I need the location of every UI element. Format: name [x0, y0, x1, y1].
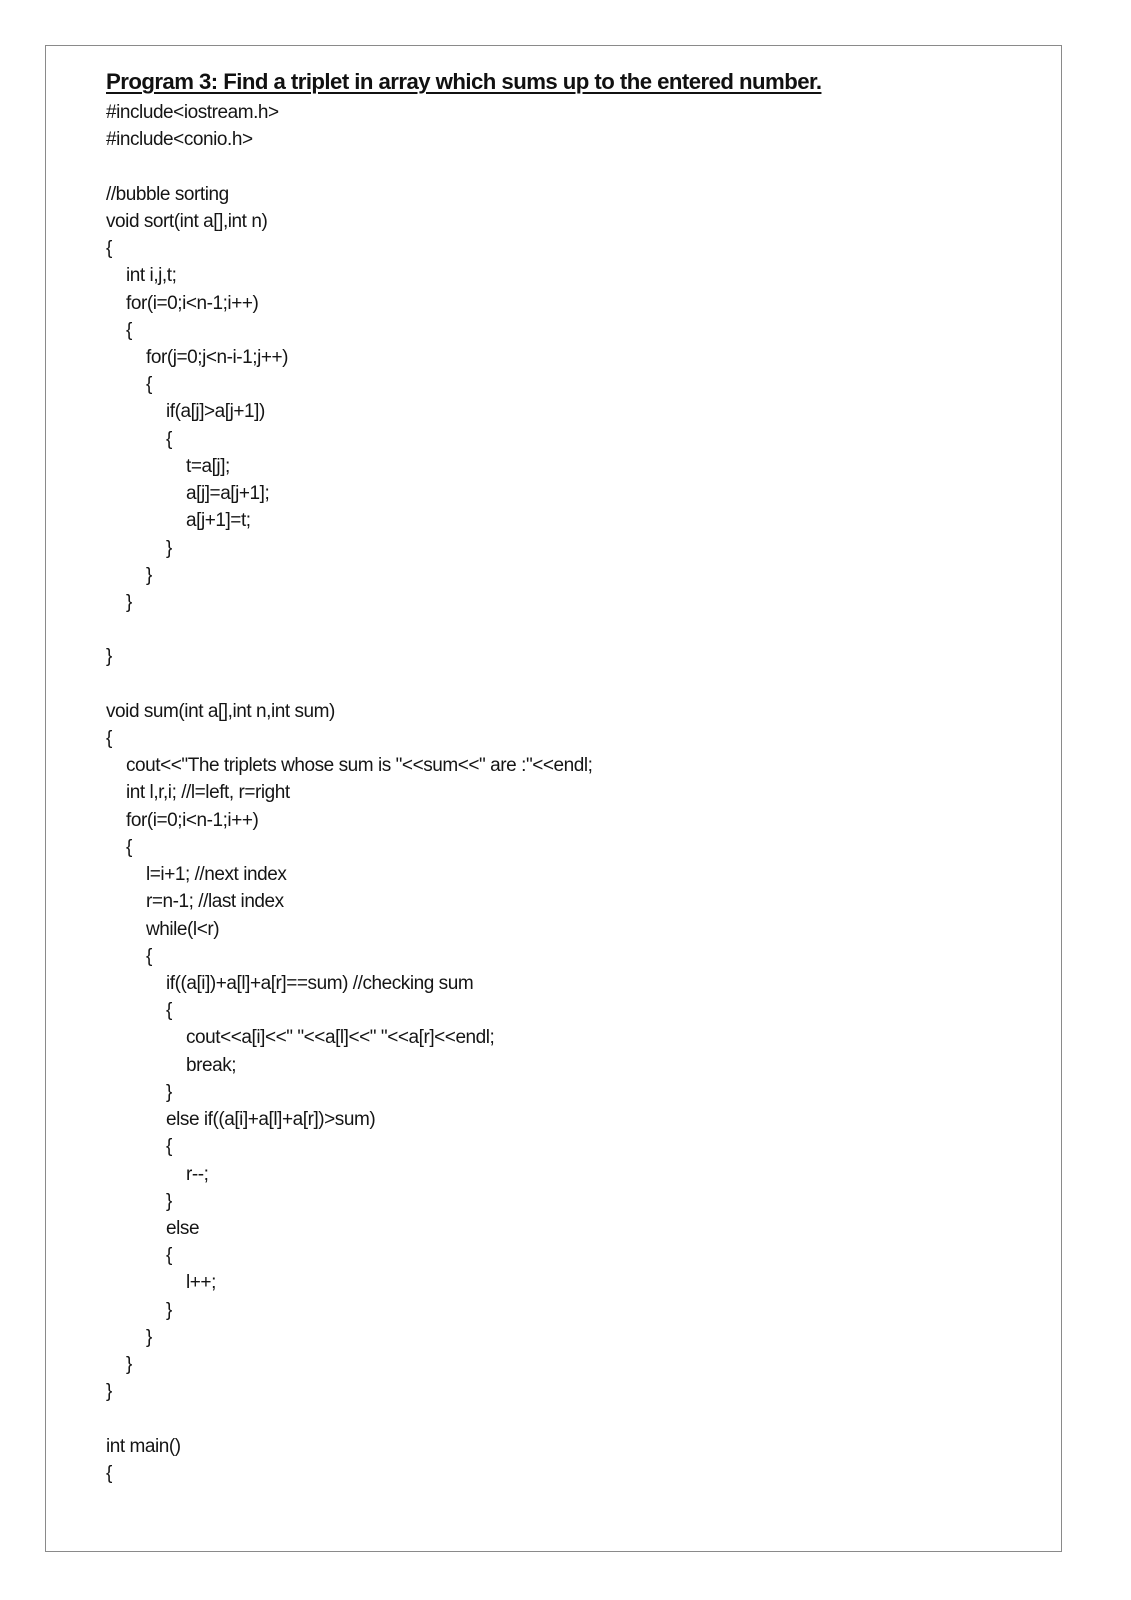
code-line: } — [166, 537, 172, 559]
code-line: { — [146, 945, 152, 967]
program-title: Program 3: Find a triplet in array which sums up to the entered number. — [106, 69, 822, 94]
code-line: { — [126, 836, 132, 858]
code-line: for(j=0;j<n-i-1;j++) — [146, 346, 289, 368]
code-line: int i,j,t; — [126, 265, 177, 287]
code-line: a[j+1]=t; — [186, 510, 251, 532]
code-line: a[j]=a[j+1]; — [186, 483, 270, 505]
code-line: l++; — [186, 1272, 216, 1294]
code-line: { — [166, 428, 172, 450]
code-line: } — [166, 1299, 172, 1321]
blank-code-line — [106, 153, 592, 180]
code-line: int main() — [106, 1435, 181, 1457]
code-line: } — [106, 646, 112, 668]
code-listing — [106, 99, 592, 1487]
code-line: { — [166, 1000, 172, 1022]
code-line: r--; — [186, 1163, 209, 1185]
code-line: r=n-1; //last index — [146, 891, 284, 913]
code-line: } — [146, 1326, 152, 1348]
code-line: cout<<a[i]<<" "<<a[l]<<" "<<a[r]<<endl; — [186, 1027, 495, 1049]
code-line: l=i+1; //next index — [146, 864, 287, 886]
code-line: { — [166, 1136, 172, 1158]
code-line: if((a[i])+a[l]+a[r]==sum) //checking sum — [166, 973, 474, 994]
code-line: { — [126, 319, 132, 341]
code-line: #include<iostream.h> — [106, 102, 279, 123]
code-line: //bubble sorting — [106, 183, 229, 205]
code-line: { — [106, 238, 112, 260]
code-line: else — [166, 1217, 200, 1239]
code-line: #include<conio.h> — [106, 129, 253, 151]
code-line: void sum(int a[],int n,int sum) — [106, 700, 335, 722]
code-line: cout<<"The triplets whose sum is "<<sum<<" are :"<<endl; — [126, 755, 593, 777]
code-line: { — [166, 1245, 172, 1267]
code-line: if(a[j]>a[j+1]) — [166, 401, 265, 423]
code-line: for(i=0;i<n-1;i++) — [126, 292, 259, 314]
blank-code-line — [106, 616, 592, 643]
blank-code-line — [106, 1406, 592, 1433]
code-line: { — [106, 1462, 112, 1484]
code-line: } — [166, 1190, 172, 1212]
code-line: } — [166, 1081, 172, 1103]
code-line: void sort(int a[],int n) — [106, 210, 268, 232]
blank-code-line — [106, 671, 592, 698]
code-line: for(i=0;i<n-1;i++) — [126, 809, 259, 831]
code-line: while(l<r) — [146, 918, 220, 940]
code-line: } — [146, 564, 152, 586]
code-line: else if((a[i]+a[l]+a[r])>sum) — [166, 1109, 376, 1131]
code-line: } — [106, 1381, 112, 1403]
code-line: { — [146, 374, 152, 396]
code-line: { — [106, 728, 112, 750]
code-line: } — [126, 1354, 132, 1376]
code-line: int l,r,i; //l=left, r=right — [126, 782, 290, 804]
code-line: } — [126, 591, 132, 613]
code-line: break; — [186, 1054, 237, 1076]
code-line: t=a[j]; — [186, 455, 230, 477]
